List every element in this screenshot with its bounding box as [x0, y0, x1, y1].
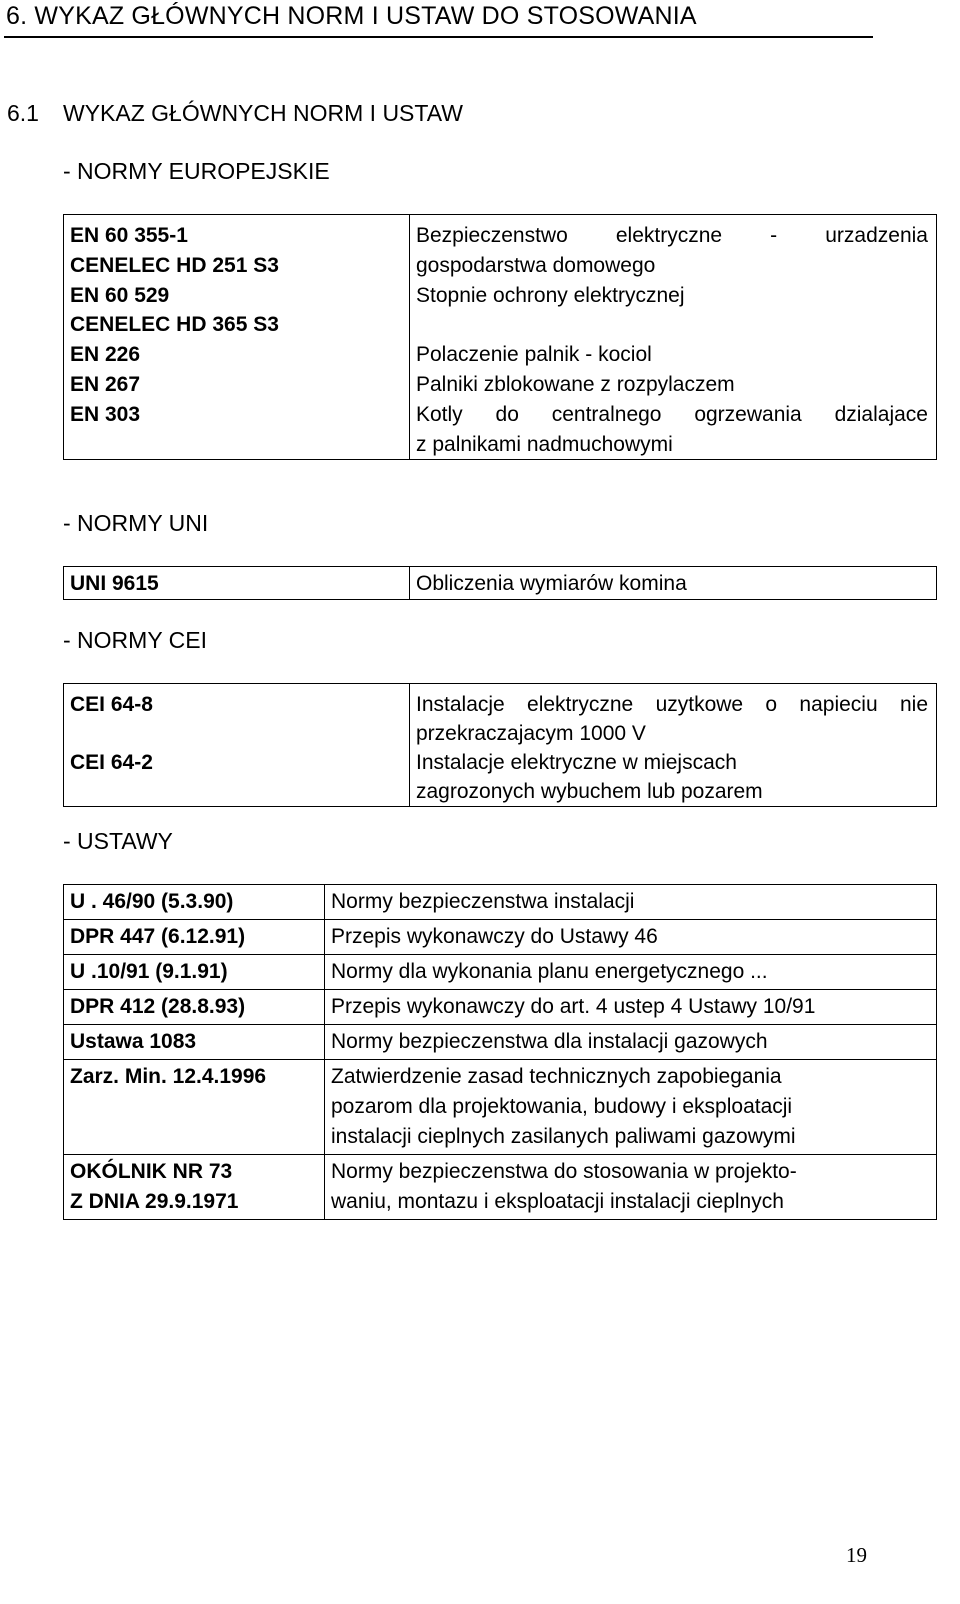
cei-codes-cell [64, 684, 410, 807]
description-line [416, 251, 928, 281]
table-row [64, 1155, 937, 1220]
law-code: Z DNIA 29.9.1971 [70, 1190, 239, 1213]
law-description-cell [325, 920, 937, 955]
description-word: Stopnie ochrony elektrycznej [416, 283, 685, 307]
european-norms-table [63, 214, 937, 460]
description-word: elektryczne [527, 693, 634, 716]
law-description-cell [325, 1025, 937, 1060]
law-description-lines [325, 1060, 936, 1154]
law-code-lines [64, 1155, 324, 1219]
law-description-cell [325, 955, 937, 990]
laws-table [63, 884, 937, 1220]
law-code-lines [64, 1025, 324, 1059]
norm-code: EN 60 355-1 [70, 224, 188, 247]
european-descriptions-cell [410, 215, 937, 460]
law-description-cell [325, 1060, 937, 1155]
law-description: Normy bezpieczenstwa do stosowania w projekto- [331, 1160, 797, 1183]
norm-code [70, 719, 403, 748]
law-description: instalacji cieplnych zasilanych paliwami gazowymi [331, 1125, 796, 1148]
cei-descriptions-cell [410, 684, 937, 807]
uni-norms-table [63, 566, 937, 600]
norm-code: EN 60 529 [70, 283, 170, 307]
law-description-cell [325, 990, 937, 1025]
uni-norms-heading: - NORMY UNI [63, 510, 209, 536]
description-line [416, 719, 928, 748]
cei-descriptions-list [410, 684, 936, 806]
norm-code: CENELEC HD 365 S3 [70, 313, 279, 337]
description-word: centralnego [551, 402, 662, 426]
law-code: Zarz. Min. 12.4.1996 [70, 1065, 267, 1088]
law-description-lines [325, 990, 936, 1024]
law-description-lines [325, 885, 936, 919]
law-description-lines [325, 920, 936, 954]
law-description-lines [325, 955, 936, 989]
description-word: Instalacje [416, 693, 505, 716]
cei-norms-heading: - NORMY CEI [63, 627, 207, 653]
description-word: zagrozonych wybuchem lub pozarem [416, 780, 763, 803]
description-word: urzadzenia [825, 224, 928, 247]
description-word: - [770, 224, 778, 247]
norm-code: EN 267 [70, 372, 141, 396]
law-code-lines [64, 955, 324, 989]
european-codes-cell [64, 215, 410, 460]
description-line [416, 777, 928, 806]
law-description-cell [325, 1155, 937, 1220]
law-description: Normy bezpieczenstwa dla instalacji gazowych [331, 1030, 768, 1053]
description-word: Kotly [416, 402, 463, 426]
description-word: Bezpieczenstwo [416, 224, 568, 247]
norm-description: Obliczenia wymiarów komina [416, 572, 687, 595]
law-code-lines [64, 920, 324, 954]
law-description: Normy bezpieczenstwa instalacji [331, 890, 635, 913]
norm-code: CEI 64-2 [70, 751, 153, 774]
section-heading [7, 100, 463, 127]
description-line [416, 430, 928, 460]
description-line [416, 748, 928, 777]
law-description: Przepis wykonawczy do art. 4 ustep 4 Ustawy 10/91 [331, 995, 816, 1018]
laws-heading: - USTAWY [63, 828, 173, 854]
description-word: do [495, 402, 519, 426]
description-word: Instalacje elektryczne w miejscach [416, 751, 737, 774]
description-word: gospodarstwa domowego [416, 253, 656, 277]
section-number: 6.1 [7, 100, 39, 126]
law-code-lines [64, 990, 324, 1024]
description-line [416, 221, 928, 251]
description-word: z palnikami nadmuchowymi [416, 432, 673, 456]
norm-code: CENELEC HD 251 S3 [70, 253, 279, 277]
law-code: U . 46/90 (5.3.90) [70, 890, 234, 913]
description-word: ogrzewania [694, 402, 802, 426]
description-word: Palniki zblokowane z rozpylaczem [416, 372, 735, 396]
description-word: napieciu [799, 693, 878, 716]
section-title-text: WYKAZ GŁÓWNYCH NORM I USTAW [63, 100, 463, 126]
title-divider [4, 36, 873, 38]
table-row [64, 1025, 937, 1060]
cei-norms-table [63, 683, 937, 807]
law-description: Przepis wykonawczy do Ustawy 46 [331, 925, 658, 948]
description-line [416, 690, 928, 719]
uni-description-cell [410, 567, 937, 600]
description-word: o [765, 693, 778, 716]
uni-code-cell [64, 567, 410, 600]
description-line [416, 400, 928, 430]
law-code-cell [64, 1025, 325, 1060]
norm-code: EN 303 [70, 402, 141, 426]
law-code-cell [64, 955, 325, 990]
description-line [416, 310, 928, 340]
description-line [416, 370, 928, 400]
law-description: Normy dla wykonania planu energetycznego ... [331, 960, 768, 983]
law-description: pozarom dla projektowania, budowy i eksploatacji [331, 1095, 793, 1118]
table-row [64, 920, 937, 955]
law-description: waniu, montazu i eksploatacji instalacji cieplnych [331, 1190, 784, 1213]
law-code-lines [64, 885, 324, 919]
table-row [64, 955, 937, 990]
law-code-cell [64, 990, 325, 1025]
european-descriptions-list [410, 215, 936, 459]
law-code-cell [64, 1155, 325, 1220]
law-code-cell [64, 920, 325, 955]
law-code: DPR 412 (28.8.93) [70, 995, 246, 1018]
page-title: 6. WYKAZ GŁÓWNYCH NORM I USTAW DO STOSOWANIA [6, 2, 697, 30]
description-word: elektryczne [615, 224, 723, 247]
law-code: Ustawa 1083 [70, 1030, 197, 1053]
law-description-lines [325, 1155, 936, 1219]
law-code: DPR 447 (6.12.91) [70, 925, 246, 948]
description-line [416, 340, 928, 370]
page-number: 19 [846, 1543, 867, 1567]
european-norms-heading: - NORMY EUROPEJSKIE [63, 158, 330, 184]
european-codes-list [64, 215, 409, 430]
norm-code: UNI 9615 [70, 572, 159, 595]
law-description: Zatwierdzenie zasad technicznych zapobiegania [331, 1065, 782, 1088]
description-word: uzytkowe [655, 693, 744, 716]
law-code: OKÓLNIK NR 73 [70, 1160, 233, 1183]
description-word: dzialajace [834, 402, 928, 426]
table-row [64, 1060, 937, 1155]
norm-code: EN 226 [70, 343, 141, 367]
law-code: U .10/91 (9.1.91) [70, 960, 228, 983]
description-line [416, 281, 928, 311]
law-description-cell [325, 885, 937, 920]
description-word: nie [899, 693, 928, 716]
description-word: Polaczenie palnik - kociol [416, 343, 652, 367]
cei-codes-list [64, 684, 409, 777]
norm-code: CEI 64-8 [70, 693, 153, 716]
law-code-cell [64, 885, 325, 920]
table-row [64, 885, 937, 920]
description-word: przekraczajacym 1000 V [416, 722, 646, 745]
law-description-lines [325, 1025, 936, 1059]
law-code-cell [64, 1060, 325, 1155]
law-code-lines [64, 1060, 324, 1094]
table-row [64, 990, 937, 1025]
